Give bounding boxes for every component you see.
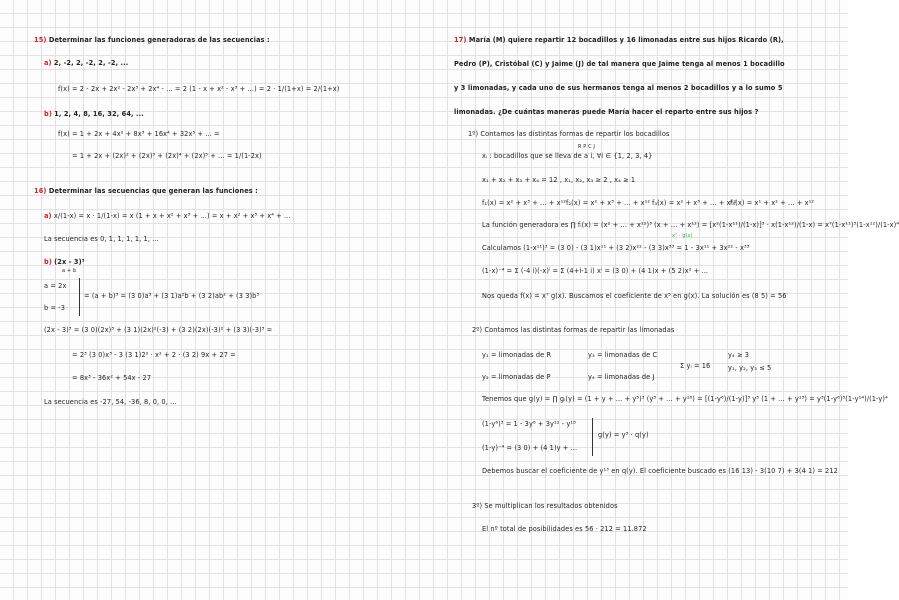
part-b-label: b) xyxy=(44,110,52,118)
step1-variable-def: xᵢ : bocadillos que se lleva de a i, ∀i ∈ {1, 2, 3, 4} xyxy=(482,152,653,160)
problem-16-title: Determinar las secuencias que generan las funciones : xyxy=(48,187,258,195)
step1-series: (1-x)⁻⁴ = Σ (-4 i)(-x)ⁱ = Σ (4+i-1 i) xⁱ = (3 0) + (4 1)x + (5 2)x² + ... xyxy=(482,267,709,275)
step2-y3-def: y₃ = limonadas de C xyxy=(588,351,658,359)
bracket-line xyxy=(79,278,80,316)
step1-title: 1º) Contamos las distintas formas de repartir los bocadillos xyxy=(468,130,670,138)
step1-gx-note: x⁷ · g(x) xyxy=(672,233,693,239)
problem-15-number: 15) xyxy=(34,36,47,44)
expansion-a: x/(1-x) = x · 1/(1-x) = x (1 + x + x² + x³ + ...) = x + x² + x³ + x⁴ + ... xyxy=(53,212,291,220)
problem-15a-function: f(x) = 2 - 2x + 2x² - 2x³ + 2x⁴ - ... = 2 (1 - x + x² - x³ + ...) = 2 · 1/(1+x) = 2/(1+x) xyxy=(58,85,340,93)
step2-gy-definition: g(y) = y³ · q(y) xyxy=(598,431,649,439)
problem-16b-b-def: b = -3 xyxy=(44,304,66,312)
step1-generating-function xyxy=(482,222,899,230)
part-a-label: a) xyxy=(44,59,52,67)
problem-15a-sequence xyxy=(44,60,128,68)
step2-y1-def: y₁ = limonadas de R xyxy=(482,351,552,359)
problem-16b-sub-note: a + b xyxy=(62,268,77,274)
problem-16b-a-def: a = 2x xyxy=(44,282,67,290)
step2-series: (1-y)⁻⁴ = (3 0) + (4 1)y + ... xyxy=(482,444,578,452)
bracket-line xyxy=(592,418,593,456)
step2-constraint-2: y₁, y₂, y₃ ≤ 5 xyxy=(728,364,772,372)
statement-text-1: María (M) quiere repartir 12 bocadillos y 16 limonadas entre sus hijos Ricardo (R), xyxy=(468,36,784,44)
problem-16-number: 16) xyxy=(34,187,47,195)
problem-15-heading xyxy=(34,37,270,45)
sequence-a: 2, -2, 2, -2, 2, -2, ... xyxy=(53,59,129,67)
step2-sum-constraint: Σ yᵢ = 16 xyxy=(680,362,711,370)
binomial-formula: = (a + b)³ = (3 0)a³ + (3 1)a²b + (3 2)ab² + (3 3)b³ xyxy=(84,292,260,300)
problem-16a-function xyxy=(44,213,291,221)
cube-expression: (2x - 3)³ xyxy=(54,258,85,266)
step2-generating-function: Tenemos que g(y) = ∏ gᵢ(y) = (1 + y + ... + y⁵)³ (y³ + ... + y¹⁶) = [(1-y⁶)/(1-y)]³ y³ (1 + ... + y¹³) = y³(1-y⁶)³(1-y¹⁴)/(1-y)⁴ xyxy=(482,395,888,403)
problem-17-statement-line4: limonadas. ¿De cuántas maneras puede María hacer el reparto entre sus hijos ? xyxy=(454,108,759,116)
problem-15b-function-line2: = 1 + 2x + (2x)² + (2x)³ + (2x)⁴ + (2x)⁵ + ... = 1/(1-2x) xyxy=(72,152,262,160)
step1-person-labels: R P C J xyxy=(578,144,595,150)
problem-16-heading xyxy=(34,188,258,196)
part-b-label: b) xyxy=(44,258,52,266)
problem-17-statement-line3: y 3 limonadas, y cada uno de sus hermanos tenga al menos 2 bocadillos y a lo sumo 5 xyxy=(454,84,783,92)
step2-constraint-1: y₄ ≥ 3 xyxy=(728,351,750,359)
generating-closed-form: [x²(1-x¹¹)/(1-x)]³ · x(1-x¹²)/(1-x) = x⁷(1-x¹¹)³(1-x¹²)/(1-x)⁴ xyxy=(709,221,899,229)
step2-title: 2º) Contamos las distintas formas de repartir las limonadas xyxy=(472,326,675,334)
step2-y4-def: y₄ = limonadas de J xyxy=(588,373,655,381)
step2-y2-def: y₂ = limonadas de P xyxy=(482,373,551,381)
problem-17-statement-line1 xyxy=(454,37,784,45)
step1-f3: f₃(x) = x² + x³ + ... + x¹² xyxy=(652,199,737,207)
final-result: El nº total de posibilidades es 56 · 212 = 11.872 xyxy=(482,525,647,533)
problem-15-title: Determinar las funciones generadoras de las secuencias : xyxy=(48,36,270,44)
problem-16b-line3: = 8x³ - 36x² + 54x - 27 xyxy=(72,374,152,382)
step1-binomial-calc: Calculamos (1-x¹¹)³ = (3 0) - (3 1)x¹¹ + (3 2)x²² - (3 3)x³³ = 1 - 3x¹¹ + 3x²² - x³³ xyxy=(482,244,750,252)
problem-15b-sequence xyxy=(44,111,144,119)
step1-result: Nos queda f(x) = x⁷ g(x). Buscamos el coeficiente de x⁵ en g(x). La solución es (8 5) = 56 xyxy=(482,292,787,300)
problem-16b-line1: (2x - 3)³ = (3 0)(2x)³ + (3 1)(2x)²(-3) + (3 2)(2x)(-3)² + (3 3)(-3)³ = xyxy=(44,326,273,334)
step3-title: 3º) Se multiplican los resultados obtenidos xyxy=(472,502,618,510)
problem-15b-function-line1: f(x) = 1 + 2x + 4x² + 8x³ + 16x⁴ + 32x⁵ + ... = xyxy=(58,130,220,138)
problem-16b-line2: = 2³ (3 0)x³ - 3 (3 1)2² · x² + 2 · (3 2) 9x + 27 = xyxy=(72,351,236,359)
problem-16b-result: La secuencia es -27, 54, -36, 8, 0, 0, ... xyxy=(44,398,177,406)
step1-f1: f₁(x) = x² + x³ + ... + x¹² xyxy=(482,199,567,207)
step1-equation: x₁ + x₂ + x₃ + x₄ = 12 , x₁, x₂, x₃ ≥ 2 , x₄ ≥ 1 xyxy=(482,176,636,184)
step1-f4: f₄(x) = x¹ + x² + ... + x¹² xyxy=(730,199,815,207)
problem-16a-result: La secuencia es 0, 1, 1, 1, 1, 1, ... xyxy=(44,235,159,243)
step2-binomial-expansion: (1-y⁶)³ = 1 - 3y⁶ + 3y¹² - y¹⁸ xyxy=(482,420,576,428)
problem-17-number: 17) xyxy=(454,36,467,44)
part-a-label: a) xyxy=(44,212,52,220)
generating-product: La función generadora es ∏ fᵢ(x) = (x² + ... + x¹²)³ (x + ... + x¹²) = xyxy=(482,221,708,229)
sequence-b: 1, 2, 4, 8, 16, 32, 64, ... xyxy=(54,110,144,118)
step1-f2: f₂(x) = x² + x³ + ... + x¹² xyxy=(566,199,651,207)
problem-16b-function xyxy=(44,259,85,267)
problem-17-statement-line2: Pedro (P), Cristóbal (C) y Jaime (J) de tal manera que Jaime tenga al menos 1 bocadillo xyxy=(454,60,785,68)
step2-result: Debemos buscar el coeficiente de y¹³ en q(y). El coeficiente buscado es (16 13) - 3(10 7) + 3(4 1) = 212 xyxy=(482,467,838,475)
